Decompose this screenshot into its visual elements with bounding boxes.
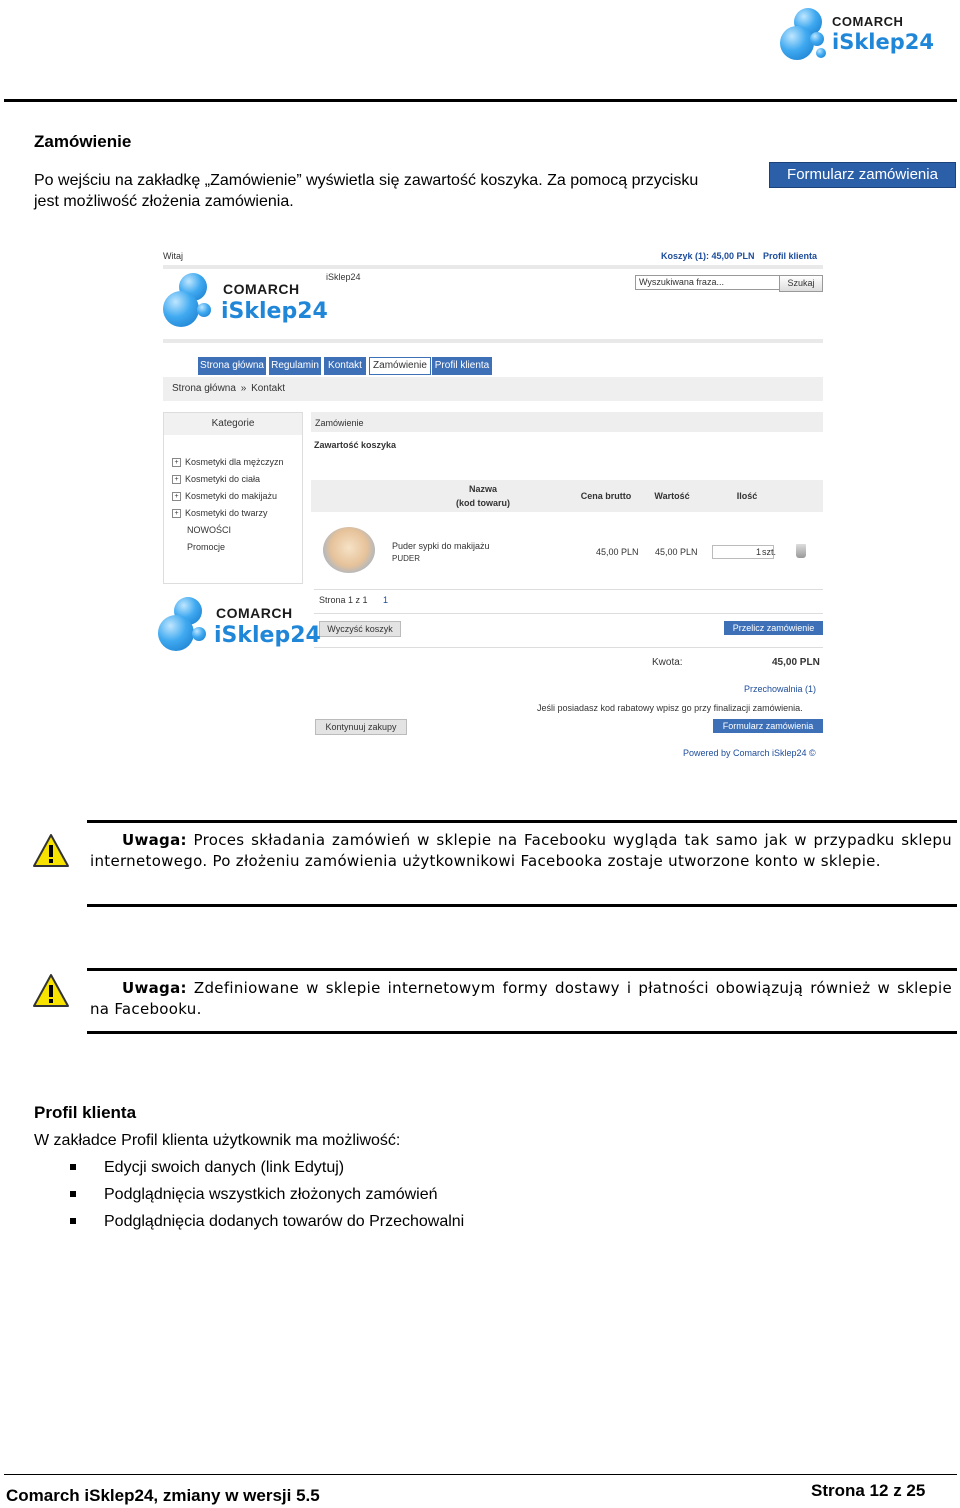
footer-right: Strona 12 z 25 — [811, 1481, 926, 1500]
shop-brand-top: COMARCH — [223, 281, 300, 297]
product-value: 45,00 PLN — [655, 547, 698, 557]
list-item: Podglądnięcia wszystkich złożonych zamówień — [34, 1181, 734, 1208]
tab-contact[interactable]: Kontakt — [324, 357, 366, 375]
section-title-order: Zamówienie — [34, 132, 132, 151]
category-label: Kosmetyki dla mężczyzn — [185, 457, 284, 467]
col-qty: Ilość — [736, 491, 758, 501]
buttons-rule — [314, 613, 823, 614]
order-form-button-image: Formularz zamówienia — [769, 162, 956, 188]
welcome-text: Witaj — [163, 251, 183, 261]
category-item[interactable] — [172, 457, 284, 467]
shop-screenshot — [163, 247, 823, 762]
list-item: Edycji swoich danych (link Edytuj) — [34, 1154, 734, 1181]
category-item[interactable] — [172, 508, 268, 518]
cart-title: Zawartość koszyka — [314, 440, 397, 450]
note2-rule-top — [87, 968, 957, 971]
note2-rule-bottom — [87, 1031, 957, 1034]
warning-icon — [32, 972, 70, 1010]
facebook-shop-logo — [158, 597, 321, 657]
category-item[interactable]: Promocje — [187, 542, 226, 552]
note2-text — [90, 978, 952, 1020]
note2-label: Uwaga: — [122, 979, 187, 997]
storage-link[interactable]: Przechowalnia (1) — [744, 684, 817, 694]
col-name-1: Nazwa — [468, 484, 497, 494]
category-label: Kosmetyki do makijażu — [185, 491, 278, 501]
expand-icon[interactable]: + — [172, 458, 181, 467]
store-name: iSklep24 — [326, 272, 361, 282]
fb-brand-top: COMARCH — [216, 605, 293, 621]
tab-profile[interactable]: Profil klienta — [432, 357, 492, 375]
expand-icon[interactable]: + — [172, 492, 181, 501]
category-item[interactable] — [172, 474, 260, 484]
order-header: Zamówienie — [315, 418, 364, 428]
note1-rule-bottom — [87, 904, 957, 907]
top-rule — [163, 265, 823, 269]
note1-label: Uwaga: — [122, 831, 187, 849]
col-name-2: (kod towaru) — [456, 498, 510, 508]
brand-bottom: iSklep24 — [832, 30, 934, 54]
expand-icon[interactable]: + — [172, 475, 181, 484]
qty-input[interactable]: 1 — [712, 545, 774, 559]
note2-body: Zdefiniowane w sklepie internetowym formy dostawy i płatności obowiązują również w sklepie na Facebooku. — [90, 979, 952, 1018]
profile-options-list — [34, 1154, 734, 1235]
list-item: Podglądnięcia dodanych towarów do Przechowalni — [34, 1208, 734, 1235]
search-input[interactable]: Wyszukiwana fraza... — [635, 275, 780, 290]
amount-rule — [314, 647, 823, 648]
category-label: Kosmetyki do twarzy — [185, 508, 268, 518]
order-header-bar — [311, 412, 823, 432]
footer-rule — [4, 1474, 957, 1475]
amount-label: Kwota: — [652, 657, 683, 668]
col-value: Wartość — [654, 491, 690, 501]
fb-brand-bottom: iSklep24 — [214, 623, 321, 648]
col-price: Cena brutto — [580, 491, 632, 501]
header-rule — [4, 99, 957, 102]
product-name[interactable]: Puder sypki do makijażu — [392, 541, 490, 551]
powered-by[interactable]: Powered by Comarch iSklep24 © — [683, 748, 816, 758]
profile-link[interactable]: Profil klienta — [763, 251, 818, 261]
categories-panel — [163, 412, 303, 584]
expand-icon[interactable]: + — [172, 509, 181, 518]
profile-intro: W zakładce Profil klienta użytkownik ma możliwość: — [34, 1132, 401, 1149]
logo-rule — [163, 339, 823, 343]
logo-bubbles-icon — [780, 6, 830, 64]
continue-shopping-button[interactable]: Kontynuuj zakupy — [315, 719, 407, 735]
discount-text: Jeśli posiadasz kod rabatowy wpisz go przy finalizacji zamówienia. — [537, 703, 803, 713]
amount-value: 45,00 PLN — [772, 657, 820, 668]
category-item[interactable] — [172, 491, 277, 501]
order-form-button[interactable]: Formularz zamówienia — [713, 719, 823, 733]
section-title-profile: Profil klienta — [34, 1103, 137, 1122]
crumb-sep: » — [240, 383, 247, 394]
trash-icon[interactable] — [796, 544, 806, 558]
category-item[interactable]: NOWOŚCI — [187, 525, 231, 535]
page-info: Strona 1 z 1 — [319, 595, 368, 605]
category-label: Kosmetyki do ciała — [185, 474, 261, 484]
shop-logo — [163, 273, 328, 337]
order-paragraph-line2: jest możliwość złożenia zamówienia. — [34, 193, 294, 210]
note1-body: Proces składania zamówień w sklepie na Facebooku wygląda tak samo jak w przypadku sklepu internetowego. Po złożeniu zamówienia użytkownikowi Facebooka zostaje utworzone konto w sklepie. — [90, 831, 952, 870]
recalc-button[interactable]: Przelicz zamówienie — [724, 621, 823, 635]
order-paragraph-line1: Po wejściu na zakładkę „Zamówienie” wyświetla się zawartość koszyka. Za pomocą przycisku — [34, 172, 699, 189]
page-number[interactable]: 1 — [383, 595, 389, 605]
tab-terms[interactable]: Regulamin — [269, 357, 321, 375]
shop-brand-bottom: iSklep24 — [221, 299, 328, 324]
header-logo — [780, 6, 934, 64]
categories-title: Kategorie — [164, 413, 302, 435]
breadcrumb — [163, 377, 823, 401]
product-rule — [314, 589, 823, 590]
tab-home[interactable]: Strona główna — [198, 357, 266, 375]
warning-icon — [32, 832, 70, 870]
product-code: PUDER — [392, 554, 421, 563]
qty-unit: szt. — [762, 547, 777, 557]
footer-left: Comarch iSklep24, zmiany w wersji 5.5 — [6, 1486, 320, 1505]
clear-cart-button[interactable]: Wyczyść koszyk — [319, 621, 401, 637]
crumb-home[interactable]: Strona główna — [172, 383, 236, 394]
note1-text — [90, 830, 952, 872]
product-image — [319, 523, 379, 577]
note1-rule-top — [87, 820, 957, 823]
cart-link[interactable]: Koszyk (1): 45,00 PLN — [661, 251, 755, 261]
brand-top: COMARCH — [832, 14, 904, 29]
product-price: 45,00 PLN — [596, 547, 639, 557]
crumb-contact[interactable]: Kontakt — [251, 383, 285, 394]
tab-order[interactable]: Zamówienie — [369, 357, 431, 375]
search-button[interactable]: Szukaj — [779, 275, 823, 292]
